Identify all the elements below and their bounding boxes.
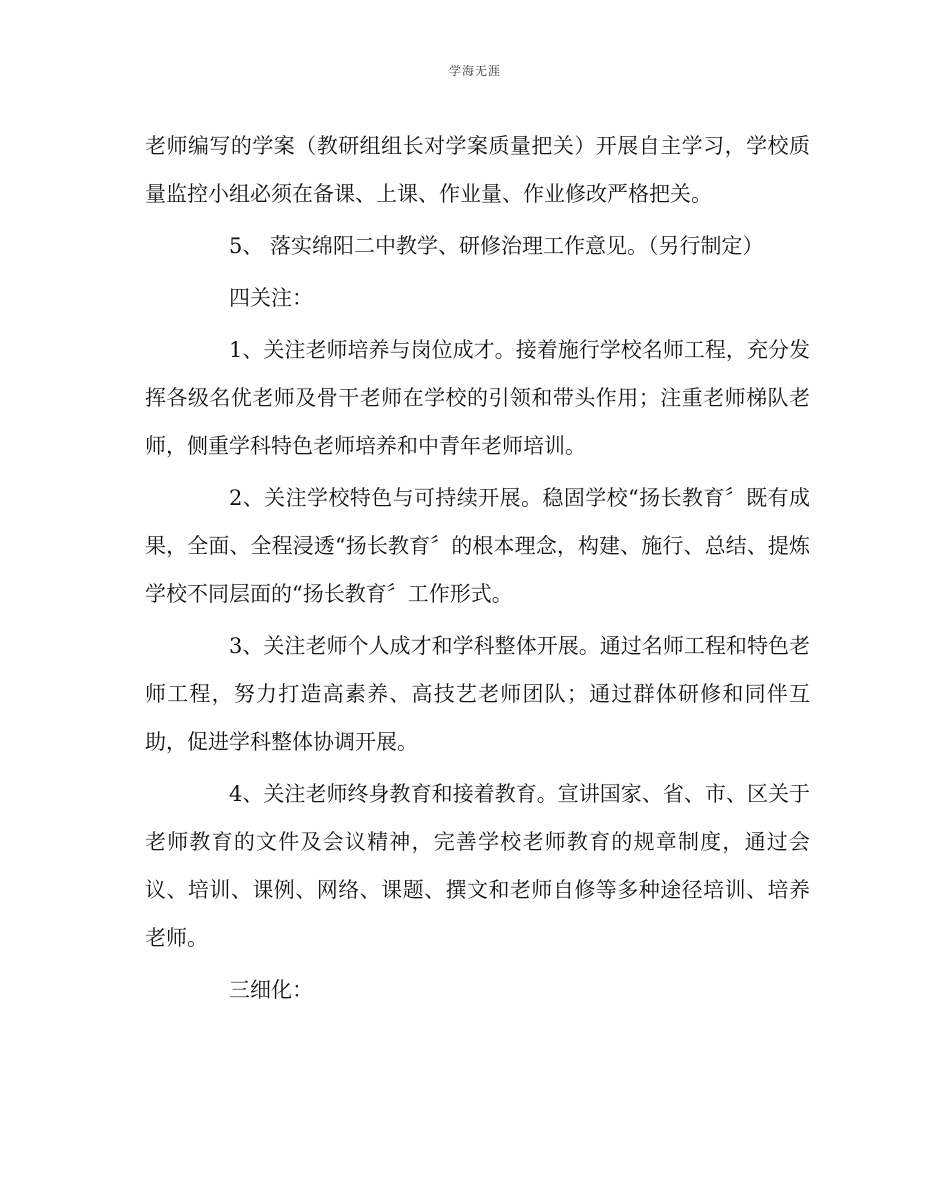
paragraph-focus-2: 2、关注学校特色与可持续开展。稳固学校“扬长教育〞既有成果，全面、全程浸透“扬长教育〞的根本理念，构建、施行、总结、提炼学校不同层面的“扬长教育〞工作形式。	[145, 486, 810, 606]
paragraph-focus-4: 4、关注老师终身教育和接着教育。宣讲国家、省、市、区关于老师教育的文件及会议精神，完善学校老师教育的规章制度，通过会议、培训、课例、网络、课题、撰文和老师自修等多种途径培训、培养老师。	[145, 782, 810, 950]
paragraph-item-5: 5、 落实绵阳二中教学、研修治理工作意见。（另行制定）	[229, 234, 764, 258]
paragraph-continuation: 老师编写的学案（教研组组长对学案质量把关）开展自主学习，学校质量监控小组必须在备课、上课、作业量、作业修改严格把关。	[145, 134, 810, 206]
section-heading-three-refine: 三细化：	[229, 978, 313, 1002]
page-header: 学海无涯	[448, 64, 501, 78]
document-body	[145, 122, 810, 1018]
section-heading-four-focus: 四关注：	[229, 286, 313, 310]
paragraph-focus-3: 3、关注老师个人成才和学科整体开展。通过名师工程和特色老师工程，努力打造高素养、高技艺老师团队；通过群体研修和同伴互助，促进学科整体协调开展。	[145, 634, 810, 754]
paragraph-focus-1: 1、关注老师培养与岗位成才。接着施行学校名师工程，充分发挥各级名优老师及骨干老师在学校的引领和带头作用；注重老师梯队老师，侧重学科特色老师培养和中青年老师培训。	[145, 338, 810, 458]
